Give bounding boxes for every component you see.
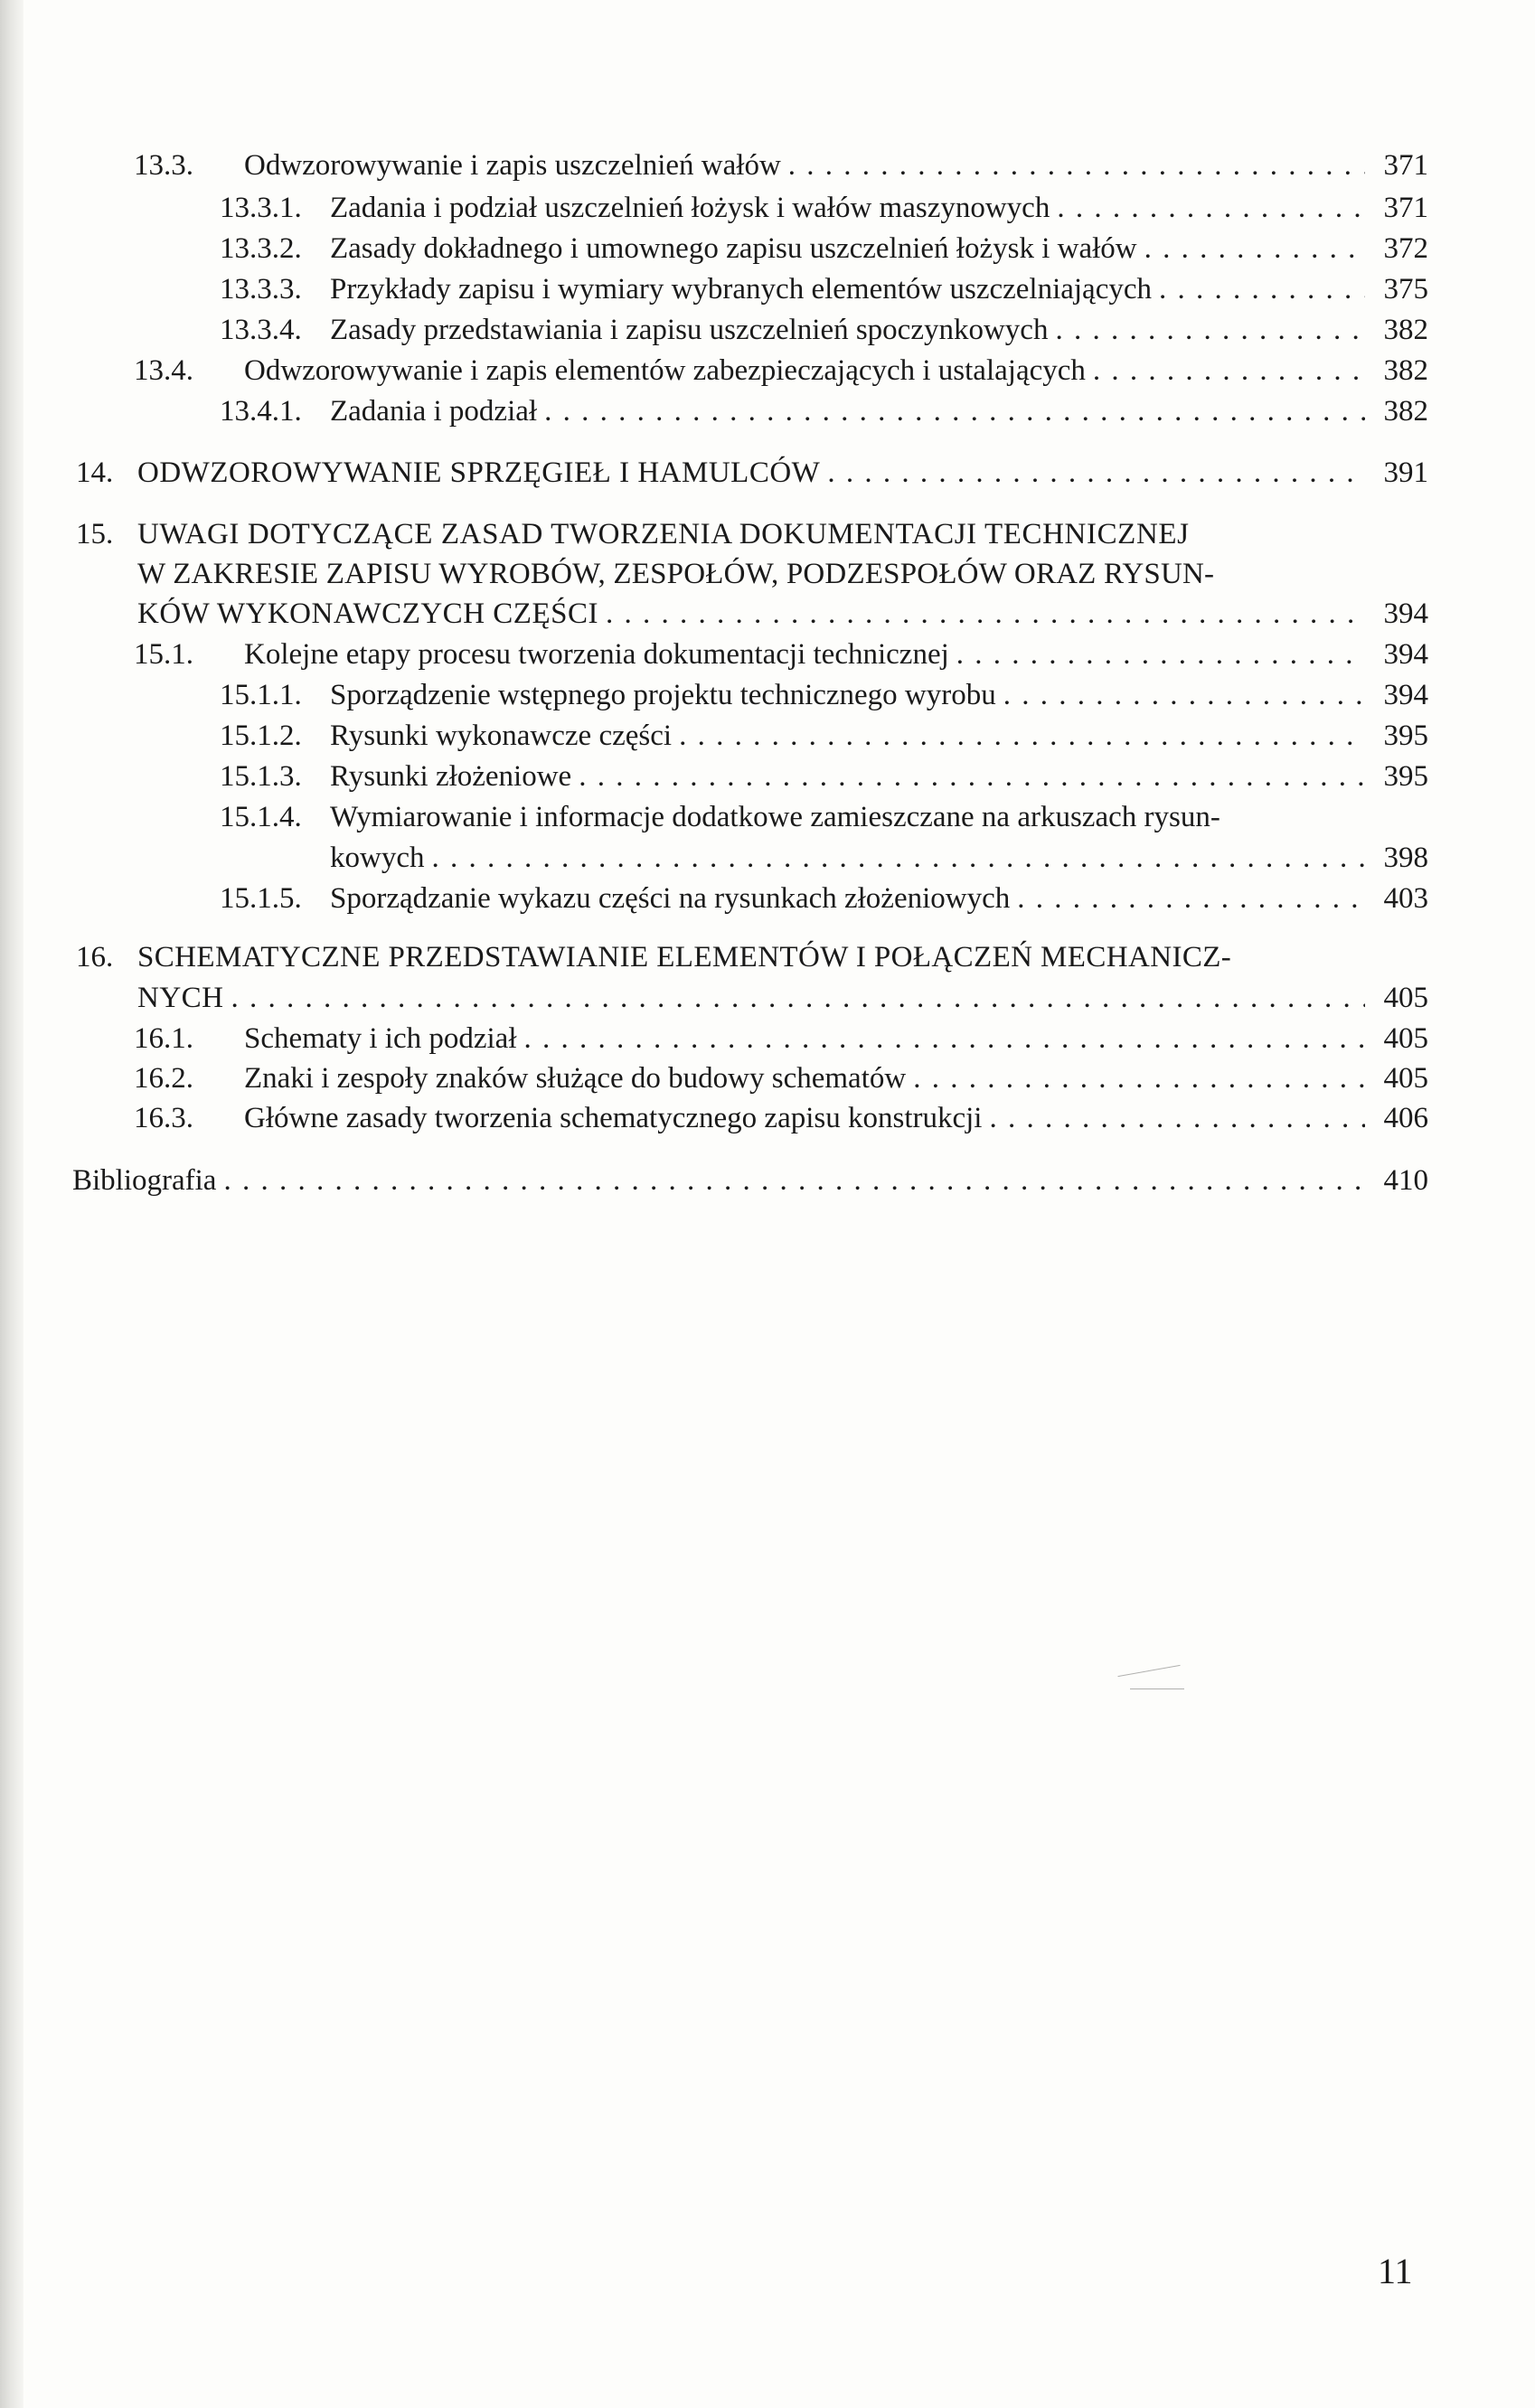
entry-page: 410 bbox=[1383, 1164, 1428, 1197]
entry-title: Rysunki złożeniowe bbox=[330, 760, 572, 793]
entry-page: 398 bbox=[1383, 842, 1428, 874]
dot-leader bbox=[223, 1160, 1365, 1201]
entry-number: 13.3.4. bbox=[220, 314, 302, 346]
entry-number: 13.4.1. bbox=[220, 395, 302, 428]
toc-chapter-16[interactable] bbox=[137, 977, 1428, 1019]
toc-entry-13-4-1[interactable] bbox=[220, 390, 1428, 432]
entry-page: 405 bbox=[1383, 1022, 1428, 1055]
toc-entry-15-1-2[interactable] bbox=[220, 715, 1428, 757]
dot-leader bbox=[679, 715, 1365, 757]
dot-leader bbox=[231, 977, 1365, 1019]
entry-page: 371 bbox=[1383, 192, 1428, 224]
entry-title: Bibliografia bbox=[72, 1164, 217, 1197]
entry-page: 405 bbox=[1383, 982, 1428, 1014]
dot-leader bbox=[524, 1018, 1366, 1059]
entry-number: 16.2. bbox=[134, 1062, 193, 1095]
entry-page: 394 bbox=[1383, 597, 1428, 630]
dot-leader bbox=[606, 593, 1365, 635]
entry-page: 394 bbox=[1383, 638, 1428, 671]
toc-entry-15-1-3[interactable] bbox=[220, 756, 1428, 797]
entry-title: Odwzorowywanie i zapis elementów zabezpieczających i ustalających bbox=[244, 354, 1086, 387]
toc-entry-15-1-1[interactable] bbox=[220, 674, 1428, 716]
entry-page: 382 bbox=[1383, 395, 1428, 428]
dot-leader bbox=[1055, 309, 1365, 351]
entry-title: Zasady przedstawiania i zapisu uszczelnień spoczynkowych bbox=[330, 314, 1049, 346]
entry-number: 13.4. bbox=[134, 354, 193, 387]
entry-title-line-1[interactable]: UWAGI DOTYCZĄCE ZASAD TWORZENIA DOKUMENTACJI TECHNICZNEJ bbox=[137, 518, 1190, 550]
entry-page: 405 bbox=[1383, 1062, 1428, 1095]
toc-entry-13-3[interactable] bbox=[134, 145, 1428, 186]
entry-title-line-1[interactable]: SCHEMATYCZNE PRZEDSTAWIANIE ELEMENTÓW I POŁĄCZEŃ MECHANICZ- bbox=[137, 941, 1232, 974]
entry-title: Zasady dokładnego i umownego zapisu uszczelnień łożysk i wałów bbox=[330, 232, 1137, 265]
entry-title: Kolejne etapy procesu tworzenia dokumentacji technicznej bbox=[244, 638, 949, 671]
dot-leader bbox=[1093, 350, 1365, 391]
entry-page: 391 bbox=[1383, 456, 1428, 489]
toc-entry-13-3-4[interactable] bbox=[220, 309, 1428, 351]
entry-page: 371 bbox=[1383, 149, 1428, 182]
entry-number: 13.3. bbox=[134, 149, 193, 182]
toc-entry-16-3[interactable] bbox=[134, 1097, 1428, 1139]
entry-number: 16.1. bbox=[134, 1022, 193, 1055]
entry-page: 372 bbox=[1383, 232, 1428, 265]
entry-number: 16.3. bbox=[134, 1102, 193, 1134]
entry-number: 13.3.2. bbox=[220, 232, 302, 265]
dot-leader bbox=[989, 1097, 1365, 1139]
dot-leader bbox=[579, 756, 1365, 797]
toc-chapter-14[interactable] bbox=[76, 452, 1428, 494]
entry-title-line-2: NYCH bbox=[137, 982, 224, 1014]
entry-number: 13.3.1. bbox=[220, 192, 302, 224]
toc-entry-bibliography[interactable] bbox=[72, 1160, 1428, 1201]
entry-page: 382 bbox=[1383, 354, 1428, 387]
scan-artifact bbox=[1130, 1688, 1184, 1689]
entry-number: 15.1.2. bbox=[220, 720, 302, 752]
dot-leader bbox=[1159, 268, 1365, 310]
entry-title: Odwzorowywanie i zapis uszczelnień wałów bbox=[244, 149, 781, 182]
entry-number: 15.1. bbox=[134, 638, 193, 671]
entry-title: Schematy i ich podział bbox=[244, 1022, 517, 1055]
entry-page: 394 bbox=[1383, 679, 1428, 711]
entry-number: 15.1.5. bbox=[220, 882, 302, 915]
entry-number: 15.1.4. bbox=[220, 801, 302, 833]
dot-leader bbox=[1017, 878, 1365, 919]
entry-number: 16. bbox=[76, 941, 114, 974]
toc-entry-13-3-2[interactable] bbox=[220, 228, 1428, 269]
entry-number: 15.1.1. bbox=[220, 679, 302, 711]
entry-title-line-3: KÓW WYKONAWCZYCH CZĘŚCI bbox=[137, 597, 598, 630]
entry-page: 403 bbox=[1383, 882, 1428, 915]
dot-leader bbox=[1003, 674, 1365, 716]
toc-entry-16-1[interactable] bbox=[134, 1018, 1428, 1059]
entry-title: Sporządzenie wstępnego projektu technicznego wyrobu bbox=[330, 679, 996, 711]
entry-title: Sporządzanie wykazu części na rysunkach złożeniowych bbox=[330, 882, 1011, 915]
entry-title: ODWZOROWYWANIE SPRZĘGIEŁ I HAMULCÓW bbox=[137, 456, 821, 489]
entry-title: Główne zasady tworzenia schematycznego zapisu konstrukcji bbox=[244, 1102, 983, 1134]
entry-number: 15. bbox=[76, 518, 114, 550]
entry-title: Znaki i zespoły znaków służące do budowy schematów bbox=[244, 1062, 907, 1095]
entry-title-line-2: kowych bbox=[330, 842, 425, 874]
dot-leader bbox=[1144, 228, 1365, 269]
entry-title: Zadania i podział uszczelnień łożysk i wałów maszynowych bbox=[330, 192, 1050, 224]
entry-title: Przykłady zapisu i wymiary wybranych elementów uszczelniających bbox=[330, 273, 1152, 306]
entry-page: 375 bbox=[1383, 273, 1428, 306]
dot-leader bbox=[827, 452, 1365, 494]
entry-page: 382 bbox=[1383, 314, 1428, 346]
toc-entry-15-1-5[interactable] bbox=[220, 878, 1428, 919]
entry-title: Rysunki wykonawcze części bbox=[330, 720, 673, 752]
dot-leader bbox=[913, 1058, 1365, 1099]
toc-entry-15-1-4[interactable] bbox=[330, 837, 1428, 879]
page-number: 11 bbox=[1378, 2251, 1413, 2291]
toc-entry-15-1[interactable] bbox=[134, 634, 1428, 675]
entry-page: 406 bbox=[1383, 1102, 1428, 1134]
entry-number: 13.3.3. bbox=[220, 273, 302, 306]
entry-number: 14. bbox=[76, 456, 114, 489]
toc-chapter-15[interactable] bbox=[137, 593, 1428, 635]
toc-entry-13-4[interactable] bbox=[134, 350, 1428, 391]
dot-leader bbox=[544, 390, 1365, 432]
toc-entry-13-3-1[interactable] bbox=[220, 187, 1428, 229]
dot-leader bbox=[788, 145, 1365, 186]
toc-entry-16-2[interactable] bbox=[134, 1058, 1428, 1099]
dot-leader bbox=[956, 634, 1365, 675]
entry-title-line-2[interactable]: W ZAKRESIE ZAPISU WYROBÓW, ZESPOŁÓW, PODZESPOŁÓW ORAZ RYSUN- bbox=[137, 558, 1215, 590]
entry-page: 395 bbox=[1383, 760, 1428, 793]
dot-leader bbox=[431, 837, 1365, 879]
dot-leader bbox=[1057, 187, 1365, 229]
entry-page: 395 bbox=[1383, 720, 1428, 752]
entry-title-line-1[interactable]: Wymiarowanie i informacje dodatkowe zamieszczane na arkuszach rysun- bbox=[330, 801, 1220, 833]
entry-title: Zadania i podział bbox=[330, 395, 538, 428]
toc-entry-13-3-3[interactable] bbox=[220, 268, 1428, 310]
entry-number: 15.1.3. bbox=[220, 760, 302, 793]
